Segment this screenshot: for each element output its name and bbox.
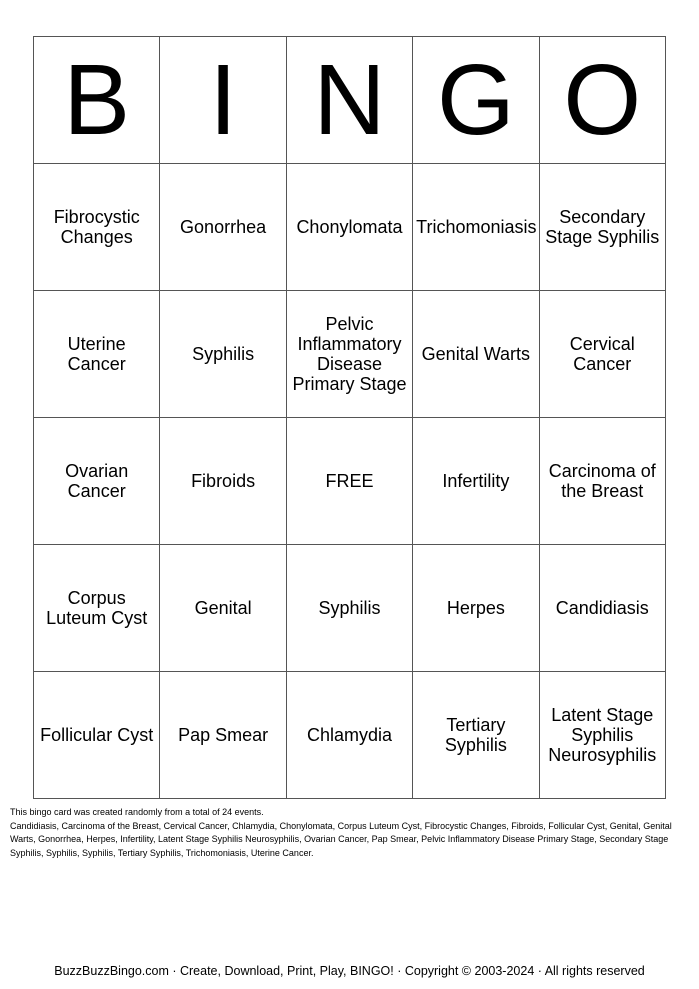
bingo-cell (286, 164, 412, 291)
bingo-cell (160, 164, 286, 291)
header-letter-o: O (539, 37, 665, 164)
free-space-text: FREE (325, 471, 374, 491)
bingo-cell (413, 291, 539, 418)
cell-text: Pap Smear (178, 725, 269, 745)
cell-text: Carcinoma of the Breast (548, 461, 656, 501)
bingo-cell (34, 672, 160, 799)
header-letter-g: G (413, 37, 539, 164)
events-list: Candidiasis, Carcinoma of the Breast, Cervical Cancer, Chlamydia, Chonylomata, Corpus Luteum Cyst, Fibrocystic Changes, Fibroids, Follicular Cyst, Genital, Genital Warts, Gonorrhea, Herpes, Infertility, Latent Stage Syphilis Neurosyphilis, Ovarian Cancer, Pap Smear, Pelvic Inflammatory Disease Primary Stage, Secondary Stage Syphilis, Syphilis, Syphilis, Tertiary Syphilis, Trichomoniasis, Uterine Cancer. (10, 820, 672, 858)
cell-text: Genital Warts (421, 344, 531, 364)
cell-text: Candidiasis (555, 598, 649, 618)
events-note: This bingo card was created randomly from a total of 24 events. (10, 807, 264, 817)
bingo-cell (160, 418, 286, 545)
bingo-cell (34, 545, 160, 672)
bingo-cell (160, 291, 286, 418)
cell-text: Pelvic Inflammatory Disease Primary Stage (292, 314, 407, 394)
copyright-line: BuzzBuzzBingo.com · Create, Download, Print, Play, BINGO! · Copyright © 2003-2024 · All rights reserved (54, 964, 645, 978)
bingo-cell (286, 672, 412, 799)
bingo-cell (286, 291, 412, 418)
cell-text: Uterine Cancer (67, 334, 126, 374)
bingo-row (34, 164, 666, 291)
bingo-cell (539, 291, 665, 418)
bingo-row (34, 418, 666, 545)
cell-text: Syphilis (318, 598, 381, 618)
bingo-cell (160, 545, 286, 672)
bingo-free-cell (286, 418, 412, 545)
cell-text: Trichomoniasis (416, 217, 537, 237)
bingo-cell (160, 672, 286, 799)
cell-text: Fibroids (191, 471, 256, 491)
card-footer (10, 806, 685, 860)
bingo-cell (413, 418, 539, 545)
header-letter-i: I (160, 37, 286, 164)
cell-text: Follicular Cyst (40, 725, 154, 745)
bingo-cell (413, 545, 539, 672)
bingo-cell (539, 545, 665, 672)
cell-text: Gonorrhea (180, 217, 267, 237)
cell-text: Latent Stage Syphilis Neurosyphilis (548, 705, 657, 765)
bingo-row (34, 672, 666, 799)
cell-text: Corpus Luteum Cyst (46, 588, 148, 628)
cell-text: Cervical Cancer (569, 334, 635, 374)
bingo-cell (539, 164, 665, 291)
cell-text: Syphilis (192, 344, 255, 364)
cell-text: Chonylomata (296, 217, 403, 237)
bingo-cell (539, 672, 665, 799)
cell-text: Fibrocystic Changes (53, 207, 140, 247)
header-letter-n: N (286, 37, 412, 164)
cell-text: Chlamydia (306, 725, 392, 745)
bingo-cell (413, 164, 539, 291)
cell-text: Tertiary Syphilis (444, 715, 507, 755)
cell-text: Infertility (442, 471, 510, 491)
bingo-cell (539, 418, 665, 545)
cell-text: Genital (194, 598, 252, 618)
bingo-cell (286, 545, 412, 672)
bingo-cell (34, 418, 160, 545)
cell-text: Ovarian Cancer (65, 461, 129, 501)
bingo-cell (413, 672, 539, 799)
bingo-row (34, 291, 666, 418)
bingo-row (34, 545, 666, 672)
bingo-cell (34, 164, 160, 291)
bingo-header-row (34, 37, 666, 164)
bingo-cell (34, 291, 160, 418)
cell-text: Herpes (446, 598, 505, 618)
header-letter-b: B (34, 37, 160, 164)
bingo-card (33, 36, 666, 799)
cell-text: Secondary Stage Syphilis (545, 207, 660, 247)
